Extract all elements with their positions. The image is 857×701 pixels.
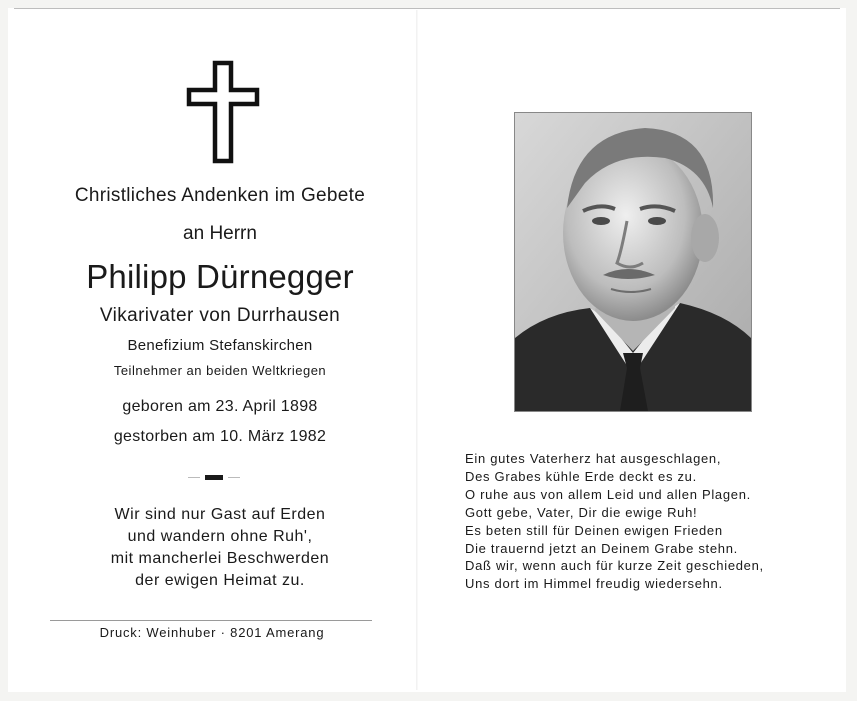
poem-line: Ein gutes Vaterherz hat ausgeschlagen,	[465, 451, 722, 466]
parish-text: Benefizium Stefanskirchen	[127, 337, 313, 354]
footer-rule	[50, 620, 372, 621]
deceased-title: Vikarivater von Durrhausen	[99, 305, 341, 326]
poem-line: Gott gebe, Vater, Dir die ewige Ruh!	[465, 504, 698, 520]
poem-line: Es beten still für Deinen ewigen Frieden	[465, 522, 723, 538]
poem-line: Die trauernd jetzt an Deinem Grabe stehn.	[465, 540, 738, 556]
poem-block	[465, 450, 825, 593]
birth-date: geboren am 23. April 1898	[122, 398, 318, 415]
poem-line: Des Grabes kühle Erde deckt es zu.	[465, 468, 697, 484]
verse-line: und wandern ohne Ruh',	[127, 528, 313, 545]
verse-line: Wir sind nur Gast auf Erden	[114, 506, 326, 523]
verse-block	[0, 504, 440, 592]
divider-dash	[205, 475, 223, 480]
divider-line-right	[228, 477, 240, 478]
war-note: Teilnehmer an beiden Weltkriegen	[113, 363, 327, 378]
verse-line: der ewigen Heimat zu.	[135, 572, 305, 589]
verse-line: mit mancherlei Beschwerden	[110, 550, 330, 567]
death-date: gestorben am 10. März 1982	[113, 428, 327, 445]
poem-line: O ruhe aus von allem Leid und allen Plagen.	[465, 486, 751, 502]
cross-icon	[186, 60, 260, 164]
poem-line: Daß wir, wenn auch für kurze Zeit geschieden,	[465, 558, 764, 574]
dedication-text: Christliches Andenken im Gebete	[74, 185, 366, 206]
deceased-name: Philipp Dürnegger	[86, 258, 354, 295]
poem-line: Uns dort im Himmel freudig wiedersehn.	[465, 576, 723, 592]
salutation-text: an Herrn	[183, 223, 257, 244]
printer-credit: Druck: Weinhuber · 8201 Amerang	[99, 625, 325, 640]
divider-line-left	[188, 477, 200, 478]
portrait-photo	[514, 112, 752, 412]
portrait-image	[515, 113, 751, 411]
